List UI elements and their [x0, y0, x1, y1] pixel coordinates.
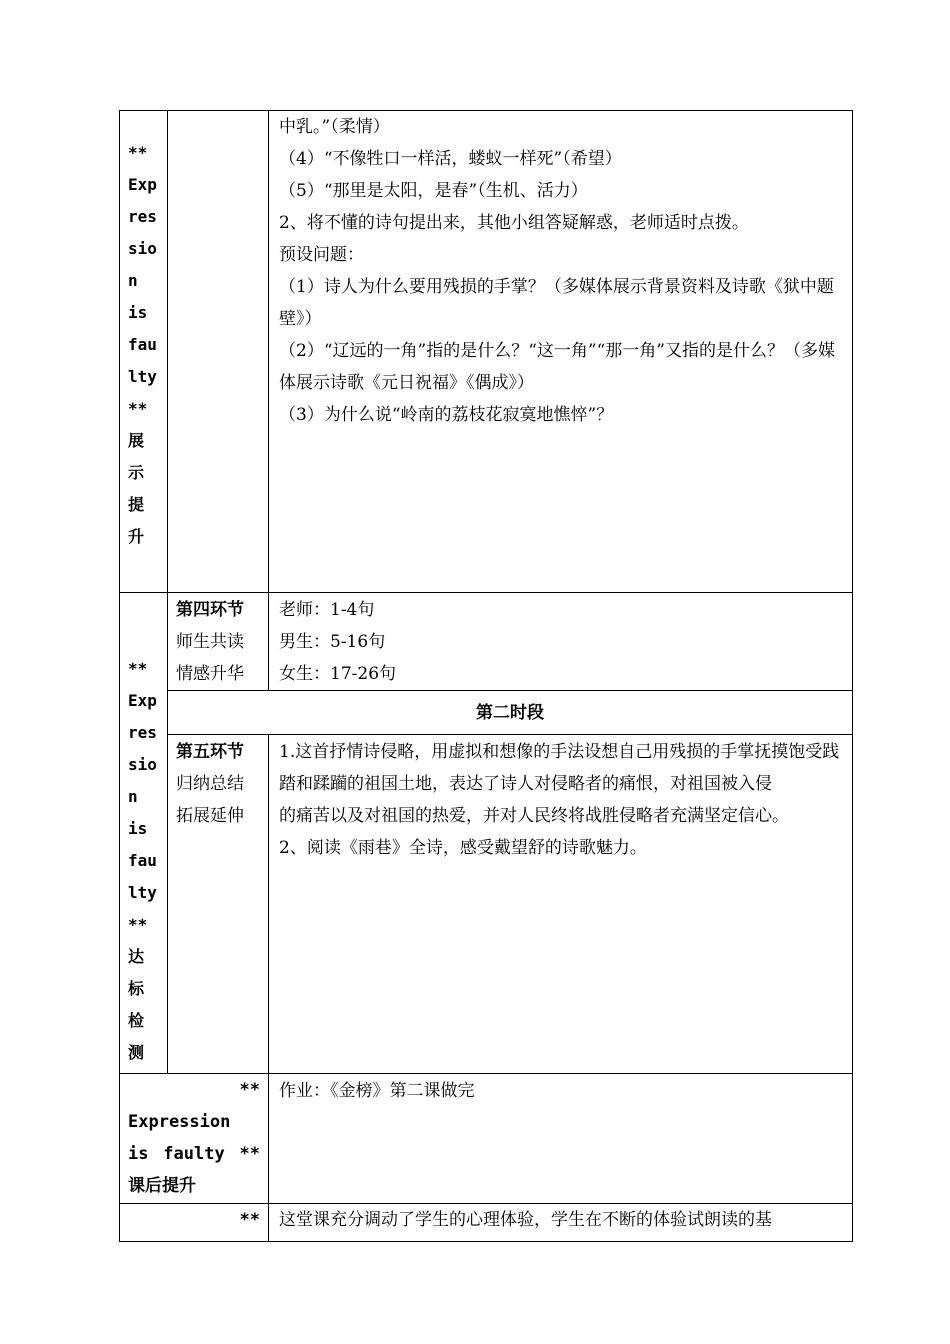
stage5-line: 归纳总结 — [176, 774, 244, 794]
lesson-plan-table — [119, 110, 853, 1242]
label-fragment: ** — [128, 399, 148, 418]
content-line: 的痛苦以及对祖国的热爱，并对人民终将战胜侵略者充满坚定信心。 — [279, 806, 789, 826]
showcase-content — [269, 111, 853, 593]
section-showcase-row — [120, 111, 853, 593]
content-line: 女生：17-26句 — [279, 664, 397, 684]
label-fragment: 检 — [128, 1011, 145, 1030]
content-line: （3）为什么说“岭南的荔枝花寂寞地憔悴”？ — [279, 405, 614, 425]
label-fragment: 提 — [128, 495, 145, 514]
label-marker: ** — [239, 1080, 260, 1100]
stage5-title: 第五环节 — [176, 742, 244, 762]
label-fragment: 展 — [128, 431, 145, 450]
content-line: （5）“那里是太阳，是春”（生机、活力） — [279, 181, 588, 201]
section-label-assessment — [120, 593, 168, 1074]
stage4-content — [269, 593, 853, 691]
label-fragment: is — [128, 303, 148, 322]
label-fragment: ** — [128, 659, 148, 678]
content-line: 预设问题： — [279, 245, 364, 265]
label-fragment: fau — [128, 335, 157, 354]
label-fragment: lty — [128, 367, 157, 386]
stage5-row — [120, 735, 853, 1074]
homework-row — [120, 1074, 853, 1204]
reflection-content — [269, 1204, 853, 1242]
label-fragment: 标 — [128, 979, 145, 998]
content-line: 老师：1-4句 — [279, 600, 375, 620]
label-fragment: res — [128, 207, 157, 226]
stage4-line: 情感升华 — [176, 664, 244, 684]
stage5-line: 拓展延伸 — [176, 806, 244, 826]
label-fragment: Exp — [128, 175, 157, 194]
reflection-row — [120, 1204, 853, 1242]
stage5-content — [269, 735, 853, 1074]
stage4-row — [120, 593, 853, 691]
content-line: 1.这首抒情诗侵略，用虚拟和想像的手法设想自己用残损的手掌抚摸饱受践踏和蹂躏的祖国土地，表达了诗人对侵略者的痛恨，对祖国被入侵 — [279, 742, 840, 794]
label-fragment: 示 — [128, 463, 145, 482]
section-label-homework — [120, 1074, 269, 1204]
period-title: 第二时段 — [168, 691, 853, 735]
label-fragment: res — [128, 723, 157, 742]
reflection-text: 这堂课充分调动了学生的心理体验，学生在不断的体验试朗读的基 — [279, 1210, 772, 1230]
label-marker: ** — [239, 1210, 260, 1230]
period-row — [120, 691, 853, 735]
content-line: （4）“不像牲口一样活，蝼蚁一样死”（希望） — [279, 149, 622, 169]
content-line: 中乳。”（柔情） — [279, 117, 390, 137]
stage-cell-empty — [168, 111, 269, 593]
label-fragment: lty — [128, 883, 157, 902]
stage4-cell — [168, 593, 269, 691]
stage4-title: 第四环节 — [176, 600, 244, 620]
label-fragment: 测 — [128, 1043, 145, 1062]
section-label-showcase — [120, 111, 168, 593]
label-fragment: ** — [128, 915, 148, 934]
content-line: 男生：5-16句 — [279, 632, 386, 652]
label-fragment: 达 — [128, 947, 145, 966]
label-fragment: 升 — [128, 527, 145, 546]
label-fragment: fau — [128, 851, 157, 870]
label-fragment: sio — [128, 755, 157, 774]
label-fragment: Exp — [128, 691, 157, 710]
label-fragment: ** — [128, 143, 148, 162]
homework-text: 作业：《金榜》第二课做完 — [279, 1081, 475, 1101]
label-fragment: sio — [128, 239, 157, 258]
label-text: Expression is faulty **课后提升 — [128, 1112, 260, 1196]
homework-content — [269, 1074, 853, 1204]
section-label-reflection — [120, 1204, 269, 1242]
label-fragment: is — [128, 819, 148, 838]
stage5-cell — [168, 735, 269, 1074]
content-line: 2、阅读《雨巷》全诗，感受戴望舒的诗歌魅力。 — [279, 838, 647, 858]
content-line: （2）“辽远的一角”指的是什么？“这一角”“那一角”又指的是什么？（多媒体展示诗歌《元日祝福》《偶成》） — [279, 341, 835, 393]
content-line: （1）诗人为什么要用残损的手掌？（多媒体展示背景资料及诗歌《狱中题壁》） — [279, 277, 834, 329]
content-line: 2、将不懂的诗句提出来，其他小组答疑解惑，老师适时点拨。 — [279, 213, 749, 233]
stage4-line: 师生共读 — [176, 632, 244, 652]
label-fragment: n — [128, 271, 138, 290]
label-fragment: n — [128, 787, 138, 806]
